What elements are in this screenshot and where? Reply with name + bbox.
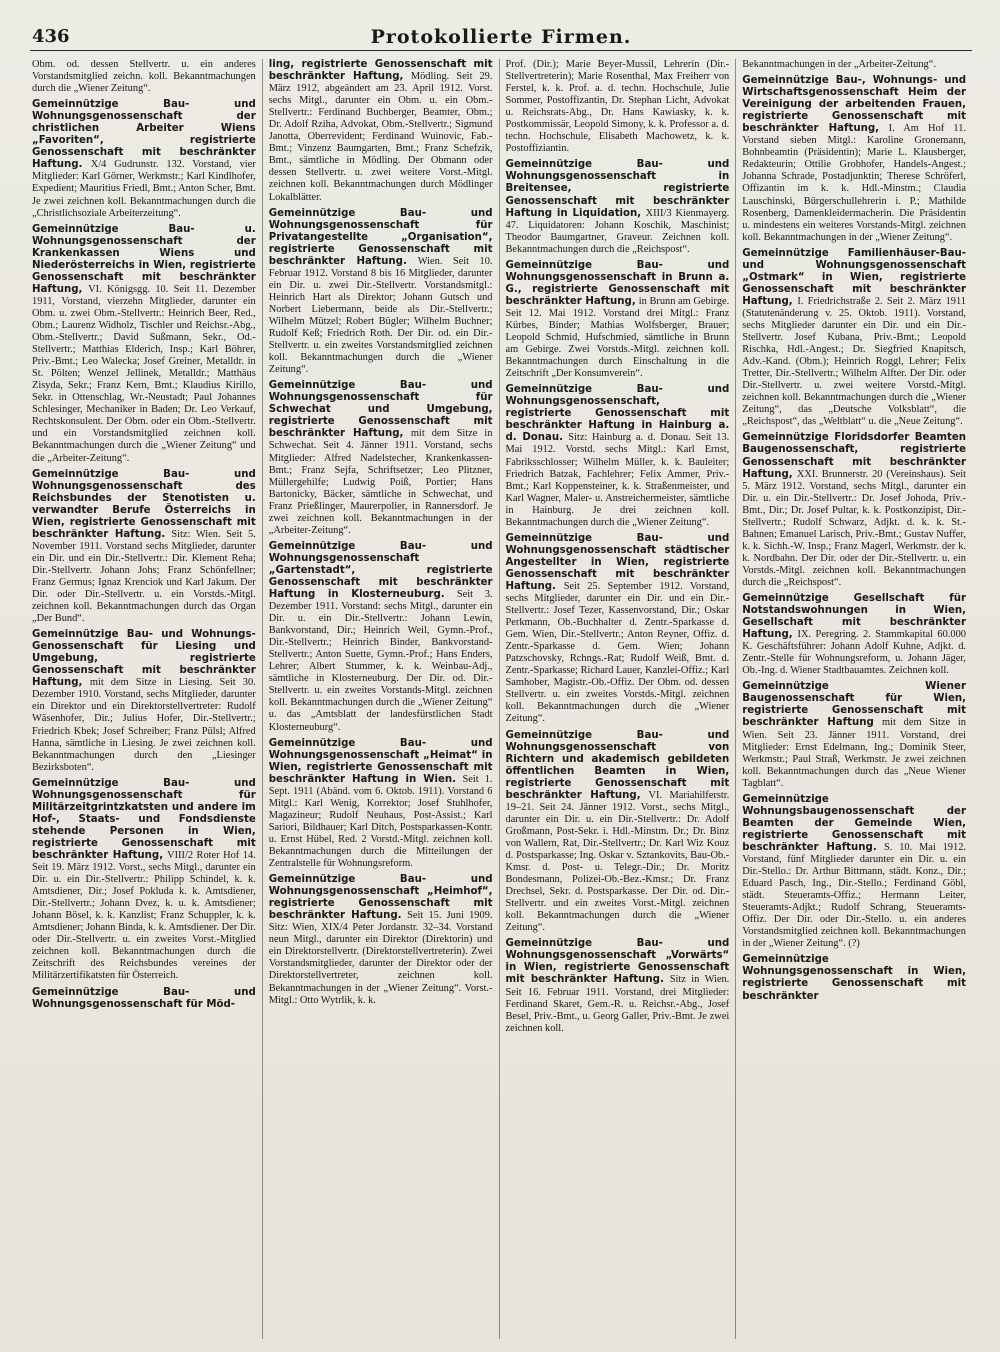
firm-details: in Brunn am Gebirge. Seit 12. Mai 1912. Vorstand drei Mitgl.: Franz Kürbes, Binder; Mathias Wolfsberger, Brauer; Leopold Schmid, Hufschmied, sämtliche in Brunn am Gebirge. Zwei Vorstds.-Mitgl. zeichnen koll. Bekanntmachungen durch Einschaltung in die Zeitschrift „Der Konsumverein“. bbox=[505, 295, 730, 380]
firm-details: IX. Peregring. 2. Stammkapital 60.000 K. Geschäftsführer: Johann Adolf Kuhne, Adjkt. d. Zentr.-Stelle für Wohnungsreform, u. Johann Jäger, Ob.-Ing. d. Wiener Stadtbauamtes. Zeichnen koll. bbox=[742, 629, 966, 677]
firm-name: Gemeinnützige Bau- und Wohnungsgenossenschaft „Vorwärts“ in Wien, registrierte Genossenschaft mit beschränkter Haftung. bbox=[505, 938, 730, 986]
firm-entry bbox=[32, 224, 256, 465]
firm-entry bbox=[506, 59, 730, 155]
running-title: Protokollierte Firmen. bbox=[370, 26, 632, 48]
firm-entry bbox=[269, 874, 493, 1007]
firm-details: Seit 1. Sept. 1911 (Abänd. vom 6. Oktob. 1911). Vorstand 6 Mitgl.: Karl Wenig, Korrektor; Josef Stuhlhofer, Magazineur; Rudolf Neuhaus, Post-Assist.; Karl Sariori, Bildhauer; Karl Ditch, Postsparkassen-Kontr. u. Ernst Hübel, Red. 2 Vorstd.-Mitgl. zeichnen koll. Bekanntmachungen durch die Mitteilungen der Zentralstelle für Wohnungsreform. bbox=[268, 773, 493, 870]
firm-entry bbox=[269, 380, 493, 537]
firm-entry bbox=[269, 541, 493, 734]
text-column-3 bbox=[499, 59, 736, 1339]
firm-details: Mödling. Seit 29. März 1912, abgeändert am 23. April 1912. Vorst. sechs Mitgl., darunter ein Obm. u. ein Obm.-Stellvertr.: Ferdinand Buchberger, Beamter, Obm.; Dr. Adolf Rziha, Advokat, Obm.-Stellvertr.; Sigmund Janotta, Oberrevident; Ferdinand Wuinovic, Fab.-Bmt.; Vinzenz Baumgarten, Bmt.; Franz Schefzik, Bmt., sämtliche in Mödling. Der Obmann oder dessen Stellvertr. u. zwei weitere Vorst.-Mitgl. zeichnen koll. Bekanntmachungen durch Mödlinger Lokalblätter. bbox=[268, 71, 493, 203]
firm-name: Gemeinnützige Bau- und Wohnungsgenossenschaft der christlichen Arbeiter Wiens „Favoriten“, registrierte Genossenschaft mit beschränkter Haftung. bbox=[32, 99, 256, 171]
firm-entry bbox=[506, 159, 730, 255]
firm-details: Prof. (Dir.); Marie Beyer-Mussil, Lehrerin (Dir.-Stellvertreterin); Marie Rosenthal, Max Freiherr von Ferstel, k. k. Prof. a. d. techn. Hochschule, Julie Sommer, Postoffizantin, Dr. Stephan Licht, Advokat u. Reichsrats-Abg., Dr. Hans Kawiasky, k. k. Postkommissär, Leopold Simony, k. k. Professor a. d. techn. Hochschule, Elisabeth Machowetz, k. k. Postoffiziantin. bbox=[505, 59, 730, 155]
firm-name: Gemeinnützige Bau- und Wohnungsgenossenschaft für Privatangestellte „Organisation“, registrierte Genossenschaft mit beschränkter Haftung. bbox=[268, 207, 493, 267]
firm-name: Gemeinnützige Bau- und Wohnungsgenossenschaft des Reichsbundes der Stenotisten u. verwandter Berufe Österreichs in Wien, registrierte Genossenschaft mit beschränkter Haftung. bbox=[32, 468, 256, 540]
firm-name: Gemeinnützige Bau- und Wohnungs-Genossenschaft für Liesing und Umgebung, registrierte Genossenschaft mit beschränkter Haftung, bbox=[32, 629, 256, 689]
firm-name: Gemeinnützige Bau- und Wohnungsgenossenschaft „Heimhof“, registrierte Genossenschaft mit beschränkter Haftung. bbox=[268, 874, 493, 922]
firm-details: XIII/3 Kienmayerg. 47. Liquidatoren: Johann Koschik, Maschinist; Theodor Baumgartner, Graveur. Zeichnen koll. Bekanntmachungen durch die „Reichspost“. bbox=[505, 207, 730, 255]
firm-details: Seit 15. Juni 1909. Sitz: Wien, XIX/4 Peter Jordanstr. 32–34. Vorstand neun Mitgl., darunter ein Direktor (Direktorin) und ein Direktorstellvertr. (Direktorstellvertreterin). Zwei Vorstandsmitglieder, darunter der Direktor oder der Direktorstellvertreter, zeichnen koll. Bekanntmachungen in der „Wiener Zeitung“. Vorst.-Mitgl.: Otto Wytrlik, k. k. bbox=[268, 910, 493, 1006]
firm-entry bbox=[269, 208, 493, 377]
firm-name: Gemeinnützige Wiener Baugenossenschaft für Wien, registrierte Genossenschaft mit beschränkter Haftung bbox=[742, 681, 966, 729]
firm-entry bbox=[32, 59, 256, 95]
firm-name: Gemeinnützige Wohnungsgenossenschaft in Wien, registrierte Genossenschaft mit beschränkter bbox=[742, 954, 966, 1002]
firm-details: VIII/2 Roter Hof 14. Seit 19. März 1912. Vorst., sechs Mitgl., darunter ein Dir. u. ein Dir.-Stellvertr.: Philipp Schindel, k. k. Amtsdiener, Dir.; Josef Pokluda k. k. Amtsdiener, Dir.-Stellvertr.; Johann Dvez, k. u. k. Amtsdiener; Johann Bösel, k. k. Kanzlist; Franz Schuppler, k. k. Amtsdiener; Johann Binda, k. k. Amtsdiener. Der Dir. oder Dir.-Stellvertr. u. ein zweites Vorst.-Mitglied zeichnen koll. Bekanntmachungen durch die Zeitschrift des Reichsbundes vereines der Militärzertifikatsten für Österreich. bbox=[32, 850, 256, 982]
firm-entry bbox=[506, 384, 730, 529]
firm-name: Gemeinnützige Bau- u. Wohnungsgenossenschaft der Krankenkassen Wiens und Niederösterreichs in Wien, registrierte Genossenschaft mit beschränkter Haftung, bbox=[32, 223, 256, 295]
firm-name: Gemeinnützige Bau- und Wohnungsgenossenschaft „Heimat“ in Wien, registrierte Genossenschaft mit beschränkter Haftung in Wien. bbox=[268, 737, 493, 785]
firm-entry bbox=[742, 681, 966, 789]
firm-name: Gemeinnützige Bau- und Wohnungsgenossenschaft „Gartenstadt“, registrierte Genossenschaft mit beschränkter Haftung in Klosterneuburg. bbox=[268, 540, 493, 601]
page-header bbox=[30, 22, 972, 51]
firm-name: Gemeinnützige Gesellschaft für Notstandswohnungen in Wien, Gesellschaft mit beschränkter Haftung, bbox=[742, 593, 966, 641]
firm-entry bbox=[32, 987, 256, 1011]
firm-details: mit dem Sitze in Schwechat. Seit 4. Jänner 1911. Vorstand, sechs Mitglieder: Alfred Nadelstecher, Krankenkassen-Bmt.; Franz Sejfa, Schriftsetzer; Leo Plitzner, Müllergehilfe; Ludwig Poiß, Portier; Hans Bartonicky, Bäcker, sämtliche in Schwechat, und Franz Prießlinger, Maurerpolier, in Rannersdorf. Je zwei zeichnen koll. Bekanntmachungen in der „Arbeiter-Zeitung“. bbox=[268, 428, 493, 536]
firm-details: Sitz: Wien. Seit 5. November 1911. Vorstand sechs Mitglieder, darunter ein Dir. und ein Dir.-Stellvertr.: Dir. Klement Reha; Dir.-Stellvertr. Johann Johs; Franz Schönfellner; Franz Germus; Ignaz Krenciok und Karl Jakum. Der Dir. oder Dir.-Stellvertr. u. ein Vorstds.-Mitgl. zeichnen koll. Bekanntmachungen durch das Organ „Der Bund“. bbox=[32, 528, 256, 625]
firm-entry bbox=[742, 432, 966, 589]
firm-entry bbox=[742, 954, 966, 1002]
firm-name: Gemeinnützige Bau- und Wohnungsgenossenschaft in Brunn a. G., registrierte Genossenschaft mit beschränkter Haftung, bbox=[505, 259, 730, 307]
firm-details: mit dem Sitze in Wien. Seit 23. Jänner 1911. Vorstand, drei Mitglieder: Ernst Edelmann, Ing.; Dominik Steer, Werkmstr.; Paul Straß, Werkmstr. Je zwei zeichnen koll. Bekanntmachungen durch das „Neue Wiener Tagblatt“. bbox=[742, 717, 966, 789]
firm-name: Gemeinnützige Bau- und Wohnungsgenossenschaft für Möd- bbox=[32, 986, 256, 1010]
text-column-2 bbox=[262, 59, 499, 1339]
firm-details: mit dem Sitze in Liesing. Seit 30. Dezember 1910. Vorstand, sechs Mitglieder, darunter ein Direktor und ein Direktorstellvertreter: Rudolf Wäsenhofer, Dir.; Julius Hofer, Dir.-Stellvertr.; Friedrich Kbek; Josef Schreiber; Franz Pülsl; Alfred Hanna, sämtliche in Liesing. Je zwei zeichnen koll. Bekanntmachungen durch den „Liesinger Bezirksboten“. bbox=[32, 677, 256, 773]
firm-entry bbox=[506, 938, 730, 1034]
firm-details: Wien. Seit 10. Februar 1912. Vorstand 8 bis 16 Mitglieder, darunter ein Dir. u. zwei Dir.-Stellvertr. Vorstandsmitgl.: Heinrich Hart als Direktor; Johann Gutsch und Norbert Liebermann, beide als Dir.-Stellvertr.; Wilhelm Mützel; Robert Bügler; Wilhelm Buchner; Rudolf Keß; Friedrich Roth. Der Dir. od. ein Dir.-Stellvertr. u. ein zweites Vorstandsmitglied zeichnen koll. Bekanntmachungen durch die „Wiener Zeitung“. bbox=[268, 255, 493, 376]
firm-details: Sitz in Wien. Seit 16. Februar 1911. Vorstand, drei Mitglieder: Ferdinand Skaret, Gem.-R. u. Reichsr.-Abg., Josef Besel, Priv.-Bmt., u. Georg Galler, Priv.-Bmt. Je zwei zeichnen koll. bbox=[505, 974, 730, 1034]
firm-name: Gemeinnützige Familienhäuser-Bau- und Wohnungsgenossenschaft „Ostmark“ in Wien, registrierte Genossenschaft mit beschränkter Haftung, bbox=[742, 247, 966, 307]
firm-name: Gemeinnützige Bau- und Wohnungsgenossenschaft, registrierte Genossenschaft mit beschränkter Haftung in Hainburg a. d. Donau. bbox=[505, 384, 730, 444]
firm-details: XXI. Brunnerstr. 20 (Vereinshaus). Seit 5. März 1912. Vorstand, sechs Mitgl., darunter ein Dir. u. ein Dir.-Stellvertr.: Dr. Josef Johoda, Priv.-Bmt., Dir.; Dr. Josef Pultar, k. k. Postkonzipist, Dir.-Stellvertr.; Rudolf Schwarz, Adjkt. d. k. k. St.-Bahnen; Emanuel Larisch, Priv.-Bmt.; Gustav Nuffer, k. k. Sichh.-W. Insp.; Franz Magerl, Werkmstr. der k. k. Nordbahn. Der Dir. oder der Dir.-Stellvertr. u. ein Vorstds.-Mitgl. zeichnen koll. Bekanntmachungen durch die „Reichspost“. bbox=[742, 468, 966, 588]
firm-entry bbox=[32, 99, 256, 219]
firm-entry bbox=[742, 59, 966, 71]
firm-entry bbox=[269, 59, 493, 204]
firm-details: Bekanntmachungen in der „Arbeiter-Zeitung“. bbox=[742, 59, 936, 70]
page-number: 436 bbox=[32, 26, 70, 47]
text-column-4 bbox=[735, 59, 972, 1339]
firm-entry bbox=[32, 778, 256, 983]
firm-entry bbox=[506, 260, 730, 380]
text-columns bbox=[30, 59, 972, 1339]
text-column-1 bbox=[30, 59, 262, 1339]
firm-details: I. Friedrichstraße 2. Seit 2. März 1911 (Statutenänderung v. 25. Oktob. 1911). Vorstand, sechs Mitglieder darunter ein Dir. und ein Dir.-Stellvertr. Josef Kubana, Priv.-Bmt.; Leopold Rischka, Hdl.-Angest.; Dr. Siegfried Knapitsch, Adv.-Kand. (Obm.); Heinrich Roggl, Lehrer; Felix Tretter, Dir.-Stellvertr.; Wilhelm Alfter. Der Dir. oder Dir.-Stellvertr. u. zwei weitere Vorstd.-Mitgl. zeichnen koll. Bekanntmachungen durch die „Wiener Zeitung“, das „Deutsche Volksblatt“, die „Reichspost“, das „Weltblatt“ u. die „Neue Zeitung“. bbox=[742, 295, 966, 428]
firm-name: Gemeinnützige Bau- und Wohnungsgenossenschaft in Breitensee, registrierte Genossenschaft mit beschränkter Haftung in Liquidation, bbox=[505, 159, 730, 219]
firm-entry bbox=[506, 730, 730, 935]
firm-entry bbox=[742, 75, 966, 244]
firm-name: ling, registrierte Genossenschaft mit beschränkter Haftung, bbox=[268, 59, 493, 83]
firm-entry bbox=[742, 593, 966, 677]
firm-name: Gemeinnützige Bau- und Wohnungsgenossenschaft städtischer Angestellter in Wien, registrierte Genossenschaft mit beschränkter Haftung. bbox=[505, 532, 730, 592]
firm-details: Obm. od. dessen Stellvertr. u. ein anderes Vorstandsmitglied zeichn. koll. Bekanntmachungen durch die „Wiener Zeitung“. bbox=[32, 59, 256, 95]
firm-details: Sitz: Hainburg a. d. Donau. Seit 13. Mai 1912. Vorstd. sechs Mitgl.: Karl Ernst, Fabriksschlosser; Wilhelm Müller, k. k. Bauleiter; Friedrich Batzak, Fachlehrer; Felix Ammer, Priv.-Bmt.; Karl Koppensteiner, k. k. Straßenmeister, und Karl Wagner, Maler- u. Anstreichermeister, sämtliche in Hainburg. Je drei zeichnen koll. Bekanntmachungen durch die „Wiener Zeitung“. bbox=[505, 432, 730, 528]
firm-name: Gemeinnützige Bau- und Wohnungsgenossenschaft für Militärzeitgrintzkatsten und andere im Hof-, Staats- und Fondsdienste stehende Personen in Wien, registrierte Genossenschaft mit beschränkter Haftung, bbox=[32, 777, 256, 861]
firm-details: Seit 25. September 1912. Vorstand, sechs Mitglieder, darunter ein Dir. und ein Dir.-Stellvertr.: Josef Tezer, Kassenvorstand, Dir.; Oskar Perkmann, Ob.-Buchhalter d. Zentr.-Sparkasse d. Gem. Wien, Dir.-Stellvertr.; Anton Reyner, Offiz. d. Zentr.-Sparkasse d. Gem. Wien; Johann Patzschovsky, Rchngs.-Rat; Rudolf Weiß, Bmt. d. Zentr.-Sparkasse; Richard Lauer, Kanzlei-Offiz.; Karl Samhober, Magistr.-Ob.-Offiz. Der Obm. od. dessen Stellvertr. u. ein zweites Vorstds.-Mitgl. zeichnen koll. Bekanntmachungen durch die „Wiener Zeitung“. bbox=[505, 580, 730, 725]
firm-name: Gemeinnützige Bau- und Wohnungsgenossenschaft für Schwechat und Umgebung, registrierte Genossenschaft mit beschränkter Haftung, bbox=[268, 380, 493, 440]
firm-details: VI. Mariahilferstr. 19–21. Seit 24. Jänner 1912. Vorst., sechs Mitgl., darunter ein Dir. u. ein Dir.-Stellvertr.: Dr. Adolf Großmann, Post-Sekr. i. Hdl.-Minstm. Dr.; Dr. Binz von Wallern, Rat, Dir.-Stellvertr.; Dr. Karl Wiz Kouz d. Postsparkasse; Ing. Oskar v. Sztankovits, Bau-Ob.-Kmsr. d. Post- u. Telegr.-Dir.; Dr. Moritz Bondesmann, Polizei-Ob.-Bez.-Kmsr.; Dr. Franz Drechsel, Sekr. d. Postsparkasse. Der Dir. od. Dir.-Stellvertr. und ein zweites Vorst.-Mitgl. zeichnen koll. Bekanntmachungen durch die „Wiener Zeitung“. bbox=[505, 789, 730, 934]
firm-name: Gemeinnützige Bau-, Wohnungs- und Wirtschaftsgenossenschaft Heim der Vereinigung der arbeitenden Frauen, registrierte Genossenschaft mit beschränkter Haftung, bbox=[742, 75, 966, 135]
firm-entry bbox=[506, 533, 730, 726]
firm-entry bbox=[269, 738, 493, 871]
firm-name: Gemeinnützige Floridsdorfer Beamten Baugenossenschaft, registrierte Genossenschaft mit beschränkter Haftung, bbox=[742, 432, 966, 480]
firm-entry bbox=[742, 794, 966, 951]
firm-details: I. Am Hof 11. Vorstand sieben Mitgl.: Karoline Gronemann, Bohnbeamtin (Präsidentin); Marie L. Klausberger, Redakteurin; Ottilie Grobhofer, Handels-Angest.; Johanna Schrade, Postadjunktin; Therese Schröferl, Offizantin im k. k. Hdl.-Minstm.; Claudia Lauschinski, Bürgerschullehrerin i. P.; Mathilde Rosenberg, Damenkleidermacherin. Die Präsidentin u. mindestens ein weiteres Vorstands-Mitgl. zeichnen koll. Bekanntmachungen in der „Wiener Zeitung“. bbox=[742, 123, 966, 243]
firm-entry bbox=[742, 248, 966, 429]
firm-name: Gemeinnützige Wohnungsbaugenossenschaft der Beamten der Gemeinde Wien, registrierte Genossenschaft mit beschränkter Haftung. bbox=[742, 793, 966, 853]
firm-details: VI. Königsgg. 10. Seit 11. Dezember 1911, Vorstand, vierzehn Mitglieder, darunter ein Obm. u. zwei Obm.-Stellvertr.: Heinrich Beer, Red., Obm.; Laurenz Widholz, Tischler und Reichsr.-Abg., Obm.-Stellvertr.; David Sußmann, Sekr., Od.-Stellvertr.; Matthias Elderich, Insp.; Karl Böhrer, Priv.-Bmt.; Leo Walecka; Josef Greiner, Metalldr. in St. Pölten; Wenzel Jellinek, Metalldr.; Matthäus Zisyda, Sekr.; Franz Kern, Bmt.; Klaudius Kirillo, Sekr. in Ottenschlag, Wr.-Neustadt; Paul Johannes Schlesinger, Mechaniker in Baden; Dr. Leo Verkauf, Rechtskonsulent. Der Obm. oder ein Obm.-Stellvertr. und ein Vorstandsmitglied zeichnen koll. Bekanntmachungen durch die „Wiener Zeitung“ und die „Arbeiter-Zeitung“. bbox=[32, 283, 256, 464]
firm-entry bbox=[32, 629, 256, 774]
firm-details: X/4 Gudrunstr. 132. Vorstand, vier Mitglieder: Karl Görner, Werkmstr.; Karl Kindlhofer, Expedient; Mauritius Friedl, Bmt.; Anton Scher, Bmt. Je zwei zeichnen koll. Bekanntmachungen durch die „Christlichsoziale Arbeiterzeitung“. bbox=[32, 159, 256, 219]
firm-details: S. 10. Mai 1912. Vorstand, fünf Mitglieder darunter ein Dir. u. ein Dir.-Stello.: Dr. Arthur Bittmann, städt. Konz., Dir.; Eduard Pasch, Ing., Dir.-Stello.; Ferdinand Göbl, städt. Steueramts-Offiz.; Hermann Leiter, Steueramts-Adjkt.; Rudolf Schrang, Steueramts-Offiz. Der Dir. oder Dir.-Stello. u. ein anderes Vorstandsmitglied zeichnen koll. Bekanntmachungen in der „Wiener Zeitung“. (?) bbox=[742, 841, 966, 950]
firm-entry bbox=[32, 469, 256, 626]
firm-name: Gemeinnützige Bau- und Wohnungsgenossenschaft von Richtern und akademisch gebildeten öffentlichen Beamten in Wien, registrierte Genossenschaft mit beschränkter Haftung, bbox=[505, 729, 730, 801]
firm-details: Seit 3. Dezember 1911. Vorstand: sechs Mitgl., darunter ein Dir. u. ein Dir.-Stellvertr.: Johann Lewin, Bankvorstand, Dir.; Heinrich Weil, Gymn.-Prof., Dir.-Stellvertr.; Heinrich Binder, Bankvorstand-Stellvertr.; Anton Suette, Gymn.-Prof.; Hans Enders, Lehrer; Albert Stummer, k. k. Weinbau-Adj., sämtliche in Klosterneuburg. Der Dir. od. Dir.-Stellvertr. u. ein zweites Vorstands-Mitgl. zeichnen koll. Bekanntmachungen durch die „Wiener Zeitung“ u. das „Amtsblatt der landesfürstlichen Stadt Klosterneuburg“. bbox=[268, 589, 493, 733]
